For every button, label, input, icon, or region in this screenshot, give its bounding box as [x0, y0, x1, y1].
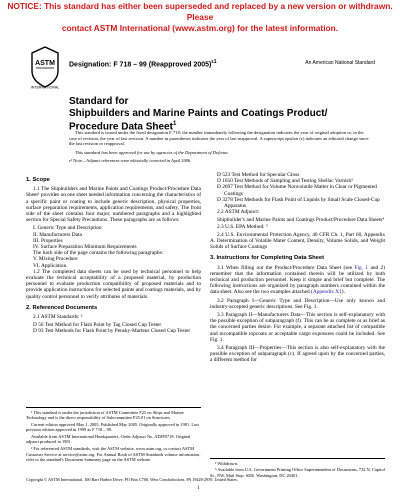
section-3-heading: 3. Instructions for Completing Data Sheet: [210, 255, 325, 262]
left-column: [26, 172, 201, 335]
title-line-1: Standard for: [69, 96, 129, 107]
back-side-note: The back side of the page contains the following paragraphs:: [33, 250, 164, 257]
reference-item: D 523 Test Method for Specular Gloss: [217, 172, 300, 178]
list-item: I. Generic Type and Description: [33, 225, 102, 232]
footnote-2: ² For referenced ASTM standards, visit the ASTM website, www.astm.org, or contact ASTM Customer Service at service@astm.org. For Annual Book of ASTM Standards volume information, refer to the standard's Document Summary page on the ASTM website.: [26, 446, 201, 462]
list-item: II. Manufacturers Data: [33, 231, 82, 238]
title-line-2: Shipbuilders and Marine Paints and Coatings Product/: [69, 107, 328, 119]
copyright-line: Copyright © ASTM International, 100 Barr Harbor Drive, PO Box C700, West Conshohocken, PA 19428-2959, United States.: [26, 477, 238, 482]
svg-text:ASTM: ASTM: [35, 60, 55, 67]
para-3-4: 3.4 Paragraph III—Properties—This section is also self-explanatory with the possible exception of subparagraph (c). If agreed upon by the concerned parties, a different method for: [210, 345, 385, 364]
para-3-3: 3.3 Paragraph II—Manufacturers Data—This section is self-explanatory with the possible exception of subparagraph (f). This can be as complete or as brief as the concerned parties desire. For example, a separate attached list of compatible and incompatible topcoats or acceptable cargo exposures could be included. See Fig. 1.: [210, 312, 385, 343]
logo-text: INTERNATIONAL: [30, 85, 60, 89]
designation-text: Designation: F 718 – 99 (Reapproved 2005): [69, 61, 212, 69]
right-column: [210, 172, 385, 366]
preamble-dod-approval: This standard has been approved for use by agencies of the Department of Defense.: [75, 149, 229, 155]
designation: [69, 59, 217, 68]
para-1-1: 1.1 The Shipbuilders and Marine Paints and Coatings Product/Procedure Data Sheet¹ provides on one sheet needed information concerning the characteristics of a specific paint or coating to include generic description, physical properties, surface preparation requirements, application requirements, and safety. The front side of the sheet contains four major, numbered paragraphs and a highlighted section for Special Safety Precautions. These paragraphs are as follows:: [26, 186, 201, 224]
footnotes-left: [26, 407, 201, 464]
list-item: III. Properties: [33, 237, 63, 244]
footnote-1-edition: Current edition approved May 1, 2005. Published May 2005. Originally approved in 1981. Last previous edition approved in 1999 as F 718 – 99.: [26, 422, 199, 433]
footnote-5: ⁵ Available from U.S. Government Printing Office Superintendent of Documents, 732 N. Capitol St., NW, Mail Stop: SDE, Washington, DC 20401.: [210, 467, 385, 478]
notice-line-2: contact ASTM International (www.astm.org) for the latest information.: [61, 23, 339, 33]
reference-item: D 2697 Test Method for Volume Nonvolatile Matter in Clear or Pigmented Coatings: [217, 184, 377, 197]
list-item: IV. Surface Preparation Minimum Requirements: [33, 244, 137, 251]
para-2-4: 2.4 U.S. Environmental Protection Agency, 40 CFR Ch. 1, Part 60, Appendix A. Determination of Volatile Mater Content, Density, Volume Solids, and Weight Solids of Surface Coatings: [210, 231, 385, 251]
para-2-2: 2.2 ASTM Adjunct:: [217, 209, 260, 216]
footnote-1-adjunct: Available from ASTM International Headquarters. Order Adjunct No. ADJF0718. Original adjunct produced in 1981.: [26, 434, 191, 445]
preamble-designation-note: This standard is issued under the fixed designation F 718; the number immediately following the designation indicates the year of original adoption or, in the case of revision, the year of last revision. A number in parentheses indicates the year of last reapproval. A superscript epsilon (ε) indicates an editorial change since the last revision or reapproval.: [69, 130, 369, 147]
list-item: VI. Application.: [33, 262, 68, 269]
reference-item: D 56 Test Method for Flash Point by Tag Closed Cup Tester: [33, 322, 162, 329]
para-1-2: 1.2 The completed data sheets can be used by technical personnel to help evaluate the technical acceptability of a proposed material, by production personnel to evaluate production compatibility of proposed materials and to provide application instructions for selected paints and coatings materials, and by quality control personnel to verify attributes of materials.: [26, 268, 201, 300]
figure-1-link[interactable]: Fig. 1: [354, 264, 369, 271]
document-title: [69, 96, 369, 133]
title-line-3: Procedure Data Sheet: [69, 121, 173, 133]
national-standard-label: An American National Standard: [305, 60, 375, 66]
footnotes-right: [210, 458, 385, 479]
notice-line-1: NOTICE: This standard has either been superseded and replaced by a new version or withdrawn. Please: [7, 1, 393, 22]
reference-item: D 1650 Test Methods of Sampling and Testing Shellac Varnish³: [217, 178, 353, 185]
section-1-heading: 1. Scope: [26, 177, 50, 183]
para-2-1: 2.1 ASTM Standards: ²: [33, 314, 83, 321]
reference-item: D 93 Test Methods for Flash Point by Pensky-Martens Closed Cup Tester: [33, 328, 191, 335]
footnote-3: ³ Withdrawn.: [215, 461, 239, 466]
adjunct-item: Shipbuilder's and Marine Paints and Coatings Product/Procedure Data Sheets⁴: [217, 217, 385, 224]
title-footnote-ref: 1: [172, 121, 177, 127]
preamble: [69, 130, 369, 164]
appendix-x1-link[interactable]: Appendix X1: [312, 289, 342, 296]
preamble-editorial-note: ε¹ Note—Adjunct references were editorially corrected in April 2006.: [69, 158, 192, 164]
para-2-3: 2.3 U.S. EPA Method: ⁵: [217, 223, 268, 230]
page-number: 1: [197, 486, 200, 491]
para-3-1: 3.1 When filling out the Product/Procedure Data Sheet (see Fig. 1 and 2) remember that the information contained therein will be utilized by both technical and production personnel. Keep it simple and brief but complete. The following instructions are organized by paragraph numbers contained within the data sheet. Also see the two examples attached (Appendix X1).: [210, 264, 385, 296]
section-2-heading: 2. Referenced Documents: [26, 304, 98, 311]
supersession-notice: [0, 0, 400, 37]
reference-item: D 3278 Test Methods for Flash Point of Liquids by Small Scale Closed-Cup Apparatus: [217, 196, 380, 210]
footnote-1: ¹ This standard is under the jurisdiction of ASTM Committee F25 on Ships and Marine Technology and is the direct responsibility of Subcommittee F25.01 on Structures.: [26, 410, 184, 421]
list-item: V. Mixing Procedure: [33, 256, 78, 263]
designation-epsilon: ε1: [211, 59, 217, 65]
para-3-2: 3.2 Paragraph I—Generic Type and Description—Use only known and industry-accepted generic descriptions. See Fig. 1.: [210, 297, 385, 310]
astm-logo-icon: [28, 45, 62, 89]
